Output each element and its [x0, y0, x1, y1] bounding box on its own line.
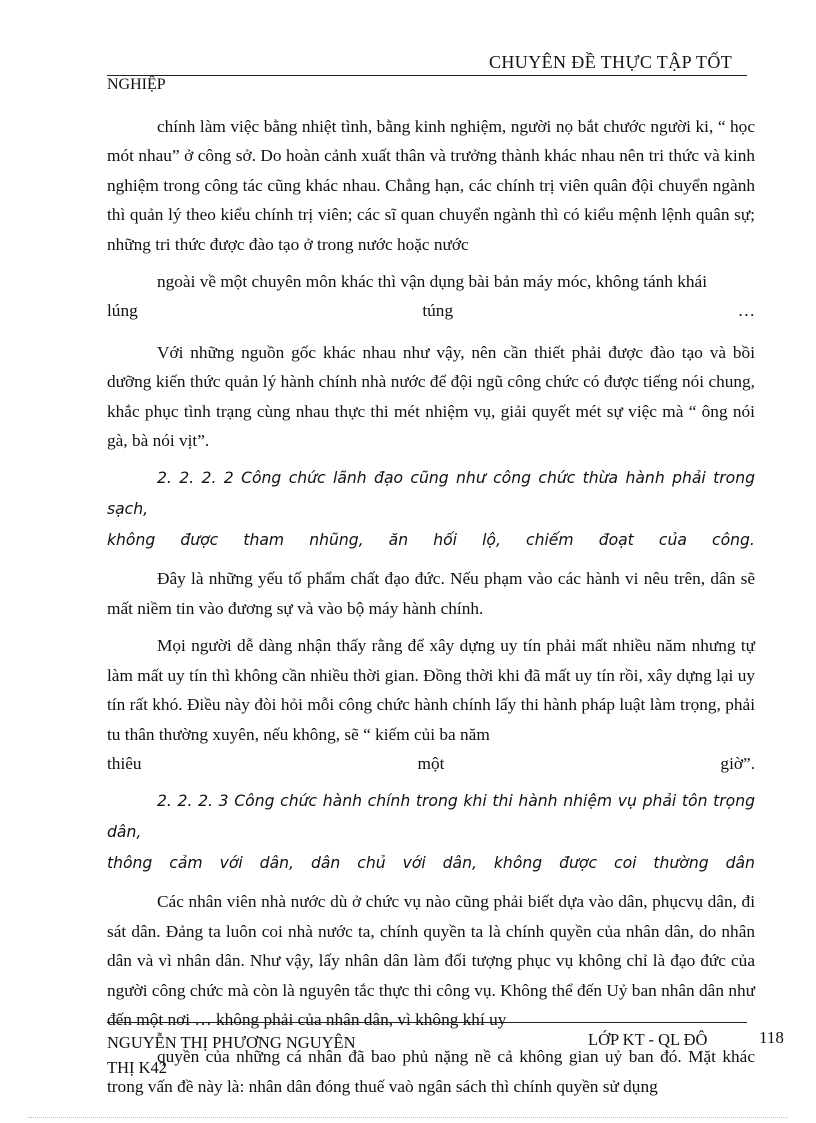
word: nhũng,	[309, 531, 364, 550]
document-body	[107, 112, 755, 1101]
word: hối	[433, 531, 457, 550]
word: dân,	[442, 854, 477, 873]
section-heading-2-2-2-3: 2. 2. 2. 3 Công chức hành chính trong khi thi hành nhiệm vụ phải tôn trọng dân,	[107, 792, 755, 842]
footer-author-line2: THỊ K42	[107, 1058, 168, 1077]
paragraph-1: chính làm việc bằng nhiệt tình, bằng kinh nghiệm, người nọ bắt chước người ki, “ học mót nhau” ở công sở. Do hoàn cảnh xuất thân và trưởng thành khác nhau nên tri thức và kinh nghiệm trong công tác cũng khác nhau. Chẳng hạn, các chính trị viên quân đội chuyển ngành thì quản lý theo kiểu chính trị viên; các sĩ quan chuyển ngành thì có kiểu mệnh lệnh quân sự; những tri thức được đào tạo ở trong nước hoặc nước	[107, 117, 755, 254]
word: với	[402, 854, 426, 873]
word: chủ	[357, 854, 386, 873]
word: lộ,	[482, 531, 501, 550]
paragraph-2: ngoài về một chuyên môn khác thì vận dụng bài bản máy móc, không tánh khái	[157, 272, 707, 292]
word: không	[493, 854, 543, 873]
word: được	[180, 531, 219, 550]
footer-author-line1: NGUYỄN THỊ PHƯƠNG NGUYÊN	[107, 1033, 356, 1052]
word: túng	[422, 301, 454, 321]
page-edge-dotted-line	[28, 1117, 788, 1118]
word: ăn	[388, 531, 409, 550]
word: dân	[310, 854, 341, 873]
footer-class-label: LỚP KT - QL ĐÔ	[588, 1030, 708, 1049]
word: dân,	[259, 854, 294, 873]
paragraph-3: Với những nguồn gốc khác nhau như vậy, nên cần thiết phải được đào tạo và bồi dưỡng kiến thức quản lý hành chính nhà nước để đội ngũ công chức có được tiếng nói chung, khắc phục tình trạng cùng nhau thực thi mét nhiệm vụ, giải quyết mét sự việc mà “ ông nói gà, bà nói vịt”.	[107, 342, 755, 451]
section-heading-2-2-2-3-line2	[107, 848, 755, 879]
word: …	[737, 301, 755, 321]
header-title: CHUYÊN ĐỀ THỰC TẬP TỐT	[489, 52, 733, 72]
word: tham	[243, 531, 285, 550]
word: giờ”.	[720, 753, 755, 773]
paragraph-2-tail	[107, 296, 755, 325]
word: với	[219, 854, 243, 873]
section-heading-2-2-2-2: 2. 2. 2. 2 Công chức lãnh đạo cũng như công chức thừa hành phải trong sạch,	[107, 469, 755, 519]
page-number: 118	[759, 1028, 784, 1047]
word: thường	[653, 854, 709, 873]
footer-rule	[107, 1022, 747, 1023]
word: của	[658, 531, 687, 550]
word: thông	[107, 854, 153, 873]
word: công.	[712, 531, 755, 550]
paragraph-5-tail	[107, 749, 755, 778]
paragraph-7: quyền của những cá nhân đã bao phủ nặng nề cả không gian uỷ ban đó. Mặt khác trong vấn đề này là: nhân dân đóng thuế vaò ngân sách thì chính quyền sử dụng	[107, 1047, 755, 1096]
header-title-continued: NGHIỆP	[107, 76, 166, 93]
paragraph-4: Đây là những yếu tố phẩm chất đạo đức. Nếu phạm vào các hành vi nêu trên, dân sẽ mất niềm tin vào đương sự và vào bộ máy hành chính.	[107, 569, 755, 618]
word: dân	[725, 854, 755, 873]
word: được	[559, 854, 598, 873]
word: chiếm	[526, 531, 574, 550]
header-rule	[107, 75, 747, 76]
word: thiêu	[107, 753, 142, 773]
word: cảm	[169, 854, 203, 873]
word: một	[417, 753, 445, 773]
word: đoạt	[598, 531, 634, 550]
word: lúng	[107, 301, 138, 321]
word: coi	[614, 854, 637, 873]
paragraph-6: Các nhân viên nhà nước dù ở chức vụ nào cũng phải biết dựa vào dân, phụcvụ dân, đi sát dân. Đảng ta luôn coi nhà nước ta, chính quyền ta là chính quyền của nhân dân, do nhân dân và vì nhân dân. Như vậy, lấy nhân dân làm đối tượng phục vụ không chỉ là đạo đức của người công chức mà còn là nguyên tắc thực thi công vụ. Không thể đến Uỷ ban nhân dân như đến một nơi … không phải của nhân dân, vì không khí uy	[107, 892, 755, 1029]
section-heading-2-2-2-2-line2	[107, 525, 755, 556]
footer-author	[107, 1030, 356, 1080]
paragraph-5: Mọi người dễ dàng nhận thấy rằng để xây dựng uy tín phải mất nhiều năm nhưng tự làm mất uy tín thì không cần nhiều thời gian. Đồng thời khi đã mất uy tín rồi, xây dựng lại uy tín rất khó. Điều này đòi hỏi mỗi công chức hành chính lấy thi hành pháp luật làm trọng, phải tu thân thường xuyên, nếu không, sẽ “ kiếm củi ba năm	[107, 636, 755, 744]
word: không	[107, 531, 156, 550]
